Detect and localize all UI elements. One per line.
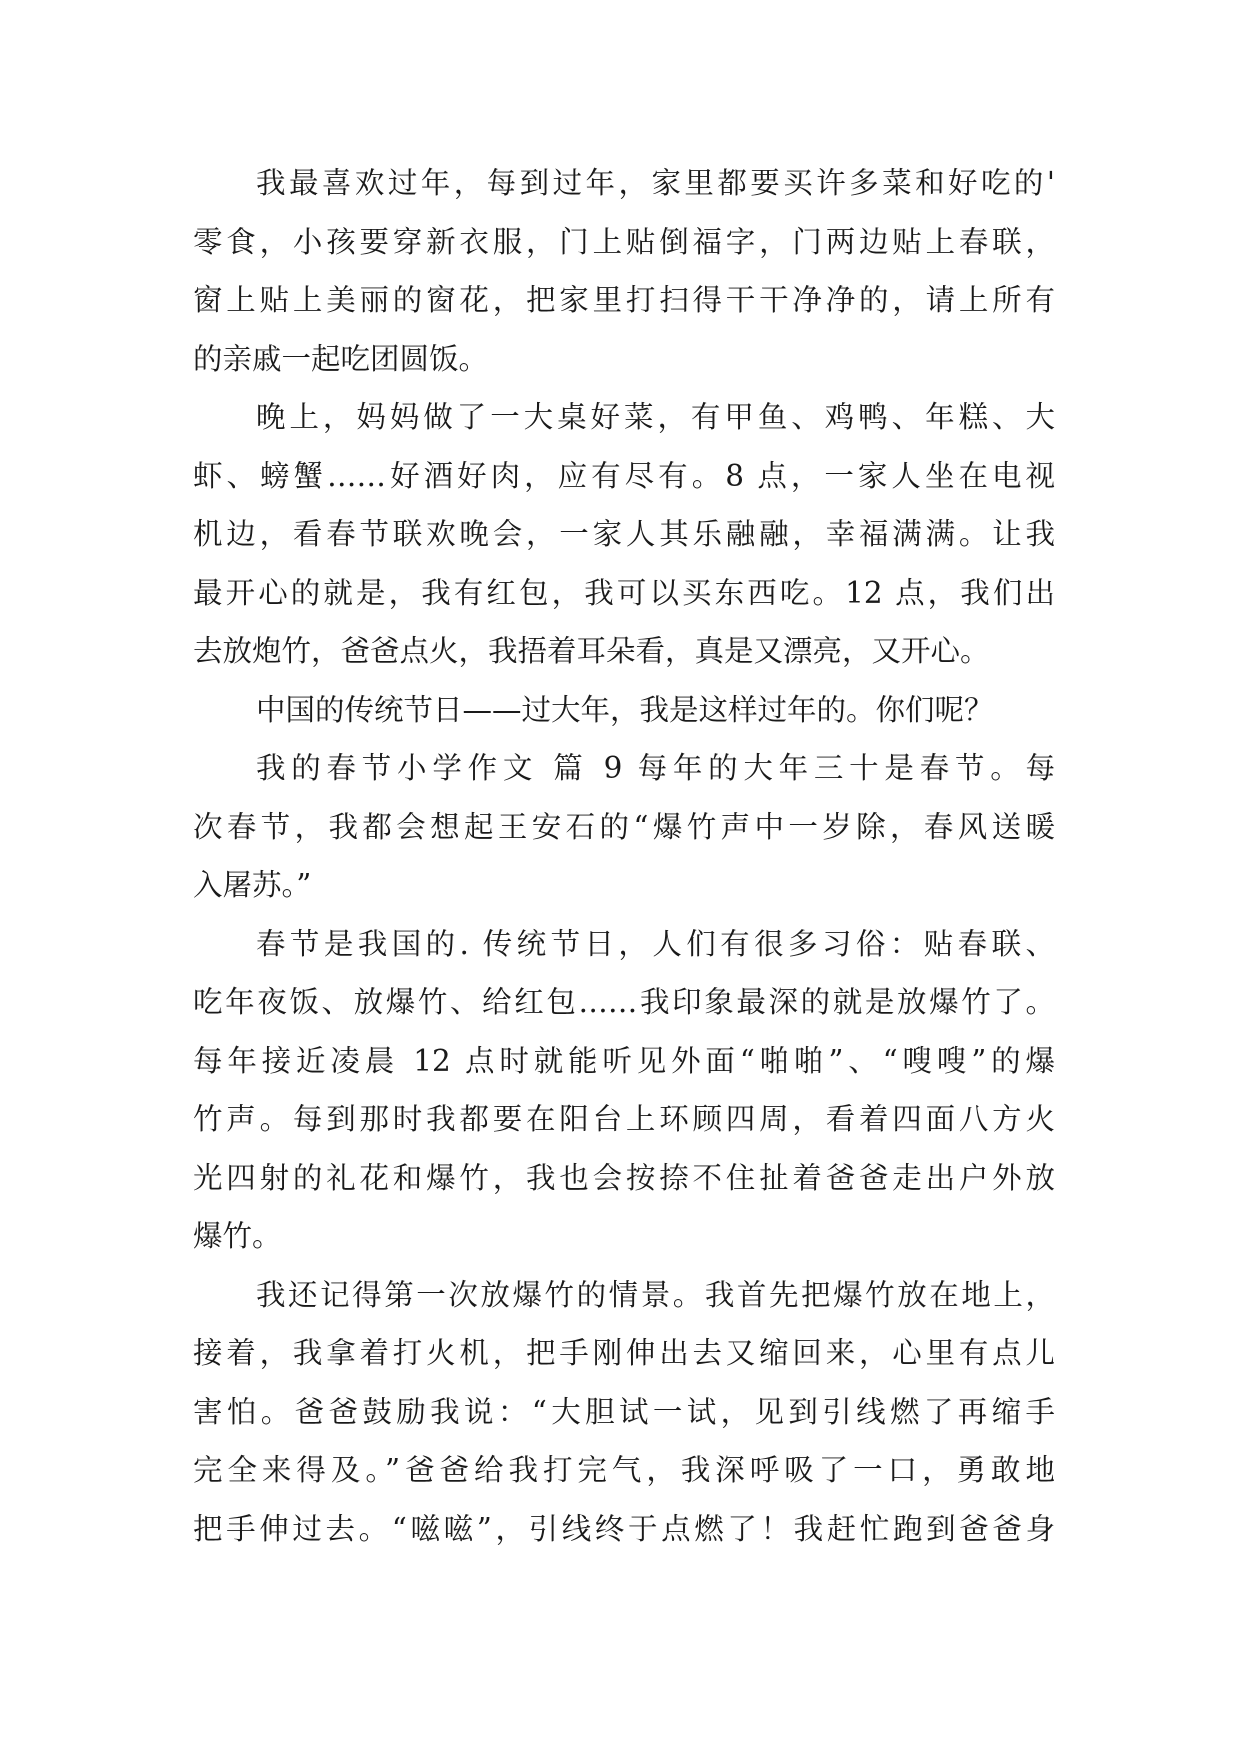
document-body	[193, 154, 1055, 1558]
text-line: 窗上贴上美丽的窗花，把家里打扫得干干净净的，请上所有	[193, 283, 1055, 317]
text-line: 我最喜欢过年，每到过年，家里都要买许多菜和好吃的'	[256, 166, 1055, 200]
text-line: 最开心的就是，我有红包，我可以买东西吃。12 点，我们出	[193, 575, 1055, 610]
text-line: 光四射的礼花和爆竹，我也会按捺不住扯着爸爸走出户外放	[193, 1160, 1055, 1195]
text-line: 零食，小孩要穿新衣服，门上贴倒福字，门两边贴上春联，	[193, 224, 1055, 259]
text-line: 中国的传统节日——过大年，我是这样过年的。你们呢？	[256, 692, 994, 727]
text-line: 机边，看春节联欢晚会，一家人其乐融融，幸福满满。让我	[193, 517, 1055, 551]
text-line: 去放炮竹，爸爸点火，我捂着耳朵看，真是又漂亮，又开心。	[193, 634, 990, 668]
text-line: 晚上，妈妈做了一大桌好菜，有甲鱼、鸡鸭、年糕、大	[256, 400, 1055, 434]
text-line: 虾、螃蟹……好酒好肉，应有尽有。8 点，一家人坐在电视	[193, 458, 1055, 493]
text-line: 春节是我国的. 传统节日，人们有很多习俗：贴春联、	[256, 926, 1055, 961]
text-line: 把手伸过去。“嗞嗞”，引线终于点燃了！我赶忙跑到爸爸身	[193, 1511, 1055, 1546]
text-line: 的亲戚一起吃团圆饭。	[193, 341, 489, 376]
text-line: 入屠苏。”	[193, 868, 312, 902]
text-line: 我的春节小学作文 篇 9 每年的大年三十是春节。每	[256, 751, 1055, 785]
text-line: 完全来得及。”爸爸给我打完气，我深呼吸了一口，勇敢地	[193, 1453, 1055, 1487]
text-line: 我还记得第一次放爆竹的情景。我首先把爆竹放在地上，	[256, 1277, 1055, 1312]
text-line: 次春节，我都会想起王安石的“爆竹声中一岁除，春风送暖	[193, 809, 1055, 844]
text-line: 害怕。爸爸鼓励我说：“大胆试一试，见到引线燃了再缩手	[193, 1394, 1055, 1429]
text-line: 每年接近凌晨 12 点时就能听见外面“啪啪”、“嗖嗖”的爆	[193, 1043, 1055, 1078]
text-line: 竹声。每到那时我都要在阳台上环顾四周，看着四面八方火	[193, 1102, 1055, 1136]
text-line: 吃年夜饭、放爆竹、给红包……我印象最深的就是放爆竹了。	[193, 985, 1055, 1019]
text-line: 爆竹。	[193, 1219, 282, 1253]
text-line: 接着，我拿着打火机，把手刚伸出去又缩回来，心里有点儿	[193, 1336, 1055, 1370]
